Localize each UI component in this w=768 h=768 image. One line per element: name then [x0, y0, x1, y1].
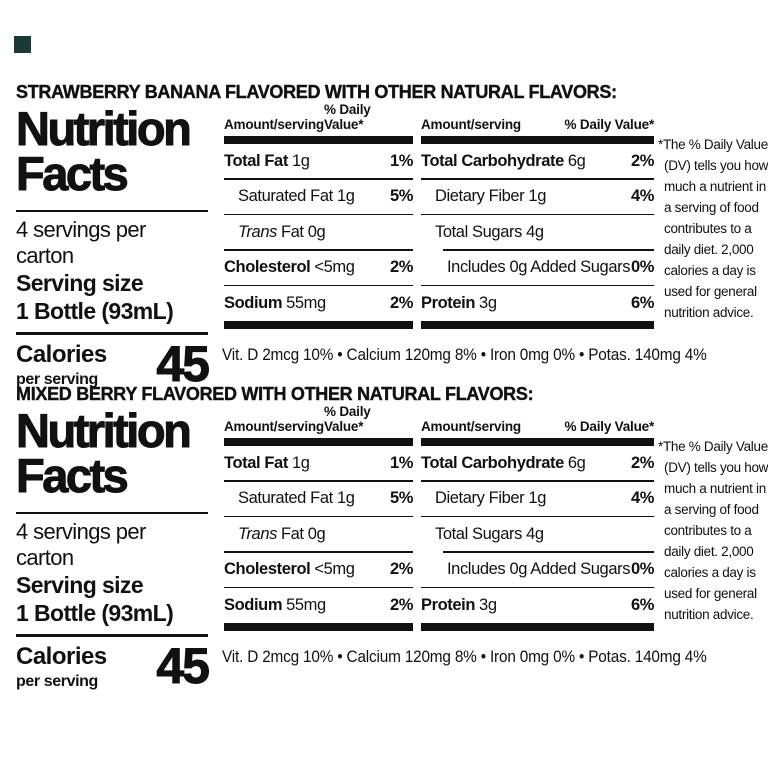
serving-size-label: Serving size	[16, 270, 144, 296]
nutrient-row-total-fat	[224, 144, 413, 178]
nutrient-dv: 2%	[389, 560, 413, 578]
nutrient-name: Cholesterol	[224, 560, 311, 578]
facts-summary-column	[16, 404, 208, 694]
nutrient-label	[224, 258, 355, 277]
title-line-1: Nutrition	[16, 404, 190, 457]
divider	[16, 512, 208, 514]
calories-sublabel: per serving	[16, 673, 98, 690]
nutrient-dv: 4%	[630, 489, 654, 507]
nutrient-row-added-sugars	[421, 553, 654, 587]
divider	[16, 332, 208, 335]
nutrient-name-italic: Trans	[238, 222, 277, 241]
nutrient-row-dietary-fiber	[421, 482, 654, 516]
nutrient-row-dietary-fiber	[421, 180, 654, 214]
amount-per-serving-header: Amount/serving	[421, 419, 521, 434]
nutrient-dv: 5%	[389, 187, 413, 205]
nutrient-name: Total Fat	[224, 453, 288, 472]
nutrient-dv: 2%	[389, 258, 413, 276]
serving-size-label: Serving size	[16, 572, 144, 598]
table-header	[421, 414, 654, 434]
nutrient-amount: 55mg	[286, 293, 326, 312]
nutrition-panel-mixed-berry	[16, 384, 768, 694]
calories-value: 45	[156, 336, 208, 392]
nutrient-label	[224, 454, 310, 473]
nutrient-row-protein	[421, 286, 654, 320]
nutrient-dv: 6%	[630, 293, 654, 312]
nutrient-label: Total Sugars 4g	[435, 524, 544, 543]
nutrient-name: Sodium	[224, 595, 283, 614]
nutrient-name: Cholesterol	[224, 258, 311, 276]
calories-value: 45	[156, 638, 208, 694]
nutrient-amount: 55mg	[286, 595, 326, 614]
title-line-2: Facts	[16, 147, 127, 200]
nutrient-row-saturated-fat	[224, 482, 413, 516]
serving-size-value: 1 Bottle (93mL)	[16, 600, 174, 626]
nutrient-amount: <5mg	[314, 258, 355, 276]
nutrition-facts-title	[16, 102, 208, 200]
nutrient-label	[421, 294, 497, 313]
nutrient-dv: 0%	[630, 258, 654, 276]
nutrient-amount: 3g	[479, 595, 497, 614]
nutrient-dv: 1%	[389, 453, 413, 472]
table-header	[224, 102, 413, 132]
table-heavy-rule	[421, 321, 654, 329]
micronutrients-line: Vit. D 2mcg 10% • Calcium 120mg 8% • Iron 0mg 0% • Potas. 140mg 4%	[222, 346, 707, 364]
nutrient-label	[224, 596, 326, 615]
nutrient-label: Includes 0g Added Sugars	[447, 560, 631, 578]
table-heavy-rule	[421, 136, 654, 144]
calories-labels	[16, 644, 107, 691]
table-header	[224, 404, 413, 434]
nutrient-row-total-sugars	[421, 215, 654, 249]
carb-nutrients-table	[421, 414, 654, 631]
nutrient-dv: 0%	[630, 560, 654, 578]
nutrient-dv: 1%	[389, 151, 413, 170]
nutrient-amount: 1g	[291, 151, 310, 170]
nutrient-row-added-sugars	[421, 251, 654, 285]
nutrient-name: Protein	[421, 595, 476, 614]
carb-nutrients-table	[421, 112, 654, 329]
nutrient-label	[224, 294, 326, 313]
nutrient-dv: 2%	[630, 151, 654, 170]
nutrient-label	[224, 525, 325, 544]
calories-labels	[16, 342, 107, 389]
nutrient-dv: 2%	[630, 453, 654, 472]
nutrient-name: Total Carbohydrate	[421, 151, 564, 170]
table-header	[421, 112, 654, 132]
daily-value-header: % Daily Value*	[564, 419, 654, 434]
flavor-heading: STRAWBERRY BANANA FLAVORED WITH OTHER NATURAL FLAVORS:	[16, 82, 617, 102]
fat-nutrients-table	[224, 102, 413, 329]
nutrient-label: Includes 0g Added Sugars	[447, 258, 631, 276]
nutrient-row-trans-fat	[224, 517, 413, 551]
nutrient-amount: Fat 0g	[280, 222, 326, 241]
table-heavy-rule	[224, 321, 413, 329]
nutrient-dv: 6%	[630, 595, 654, 614]
nutrition-facts-title	[16, 404, 208, 502]
nutrient-amount: 3g	[479, 293, 497, 312]
table-heavy-rule	[224, 136, 413, 144]
amount-per-serving-header: Amount/serving	[224, 117, 324, 132]
table-heavy-rule	[421, 623, 654, 631]
servings-per-carton: 4 servings per carton	[16, 519, 146, 570]
nutrient-row-cholesterol	[224, 553, 413, 587]
nutrient-label	[224, 223, 325, 242]
nutrient-label	[224, 152, 310, 171]
nutrient-amount: <5mg	[314, 560, 355, 578]
daily-value-footnote: *The % Daily Value (DV) tells you how much a nutrient in a serving of food contributes to a daily diet. 2,000 calories a day is used for general nutrition advice.	[658, 137, 768, 320]
calories-sublabel: per serving	[16, 371, 98, 388]
nutrient-label	[421, 152, 585, 171]
title-line-1: Nutrition	[16, 102, 190, 155]
nutrient-name: Total Carbohydrate	[421, 453, 564, 472]
nutrient-row-total-carbohydrate	[421, 446, 654, 480]
nutrient-row-cholesterol	[224, 251, 413, 285]
daily-value-header: % Daily Value*	[323, 102, 371, 132]
calories-label: Calories	[16, 341, 107, 368]
nutrient-row-total-sugars	[421, 517, 654, 551]
nutrient-name-italic: Trans	[238, 524, 277, 543]
nutrient-row-sodium	[224, 588, 413, 622]
nutrient-row-sodium	[224, 286, 413, 320]
serving-size-value: 1 Bottle (93mL)	[16, 298, 174, 324]
nutrient-label	[421, 454, 585, 473]
nutrient-label: Total Sugars 4g	[435, 222, 544, 241]
table-heavy-rule	[421, 438, 654, 446]
micronutrients-line: Vit. D 2mcg 10% • Calcium 120mg 8% • Iron 0mg 0% • Potas. 140mg 4%	[222, 648, 707, 666]
nutrient-dv: 4%	[630, 187, 654, 205]
calories-row	[16, 638, 208, 694]
calories-label: Calories	[16, 643, 107, 670]
nutrient-row-saturated-fat	[224, 180, 413, 214]
nutrient-row-total-fat	[224, 446, 413, 480]
corner-accent-square	[14, 36, 31, 53]
daily-value-header: % Daily Value*	[564, 117, 654, 132]
nutrient-row-total-carbohydrate	[421, 144, 654, 178]
facts-summary-column	[16, 102, 208, 392]
daily-value-header: % Daily Value*	[323, 404, 371, 434]
nutrient-amount: 6g	[567, 151, 586, 170]
nutrient-amount: Fat 0g	[280, 524, 326, 543]
nutrient-name: Total Fat	[224, 151, 288, 170]
nutrient-amount: 1g	[291, 453, 310, 472]
nutrient-dv: 2%	[389, 595, 413, 614]
nutrition-panel-strawberry-banana	[16, 82, 768, 392]
nutrient-amount: 6g	[567, 453, 586, 472]
nutrient-label	[421, 596, 497, 615]
nutrient-label: Saturated Fat 1g	[238, 489, 355, 507]
title-line-2: Facts	[16, 449, 127, 502]
amount-per-serving-header: Amount/serving	[224, 419, 324, 434]
daily-value-footnote: *The % Daily Value (DV) tells you how much a nutrient in a serving of food contributes to a daily diet. 2,000 calories a day is used for general nutrition advice.	[658, 439, 768, 622]
amount-per-serving-header: Amount/serving	[421, 117, 521, 132]
calories-row	[16, 336, 208, 392]
table-heavy-rule	[224, 623, 413, 631]
nutrient-label	[224, 560, 355, 579]
servings-per-carton: 4 servings per carton	[16, 217, 146, 268]
nutrient-row-protein	[421, 588, 654, 622]
nutrient-label: Saturated Fat 1g	[238, 187, 355, 205]
nutrient-row-trans-fat	[224, 215, 413, 249]
fat-nutrients-table	[224, 404, 413, 631]
nutrient-label: Dietary Fiber 1g	[435, 187, 546, 205]
table-heavy-rule	[224, 438, 413, 446]
divider	[16, 210, 208, 212]
divider	[16, 634, 208, 637]
flavor-heading: MIXED BERRY FLAVORED WITH OTHER NATURAL FLAVORS:	[16, 384, 534, 404]
nutrient-label: Dietary Fiber 1g	[435, 489, 546, 507]
nutrient-dv: 2%	[389, 293, 413, 312]
nutrient-dv: 5%	[389, 489, 413, 507]
nutrient-name: Protein	[421, 293, 476, 312]
nutrient-name: Sodium	[224, 293, 283, 312]
